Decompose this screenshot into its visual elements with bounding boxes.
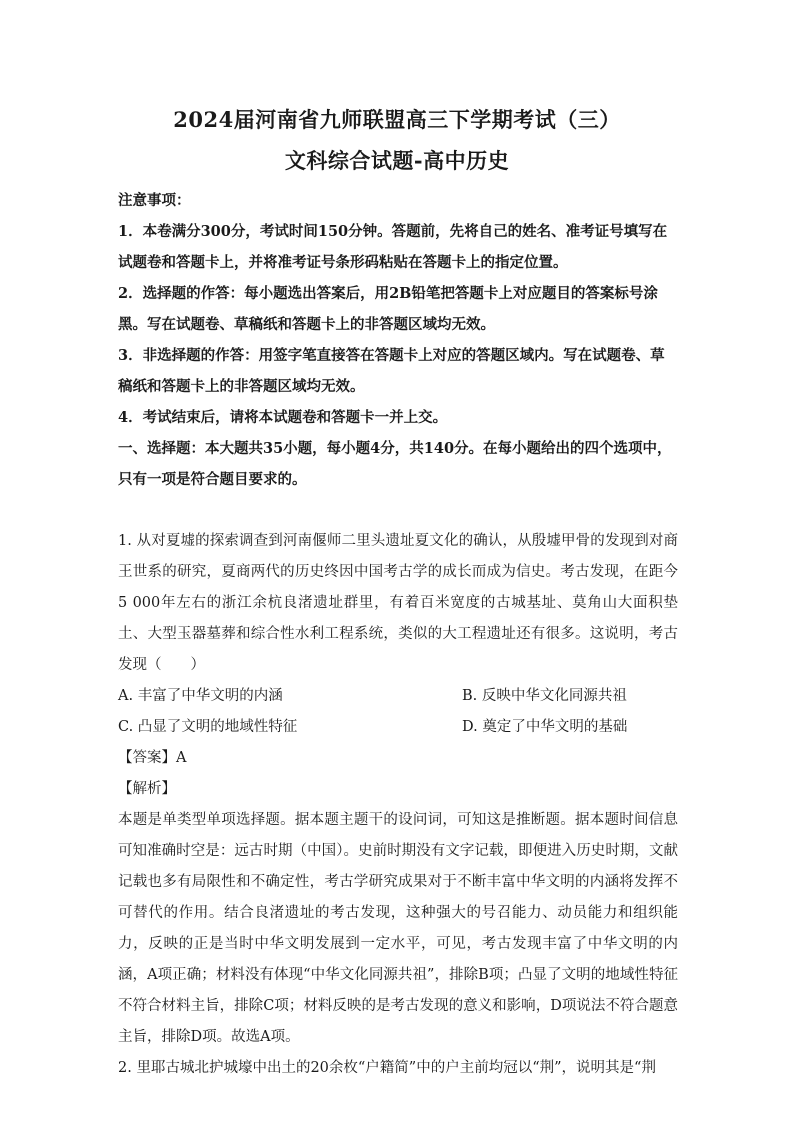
question-section bbox=[118, 526, 678, 1084]
document-title: 2024届河南省九师联盟高三下学期考试（三） bbox=[173, 107, 621, 132]
option-a: A. 丰富了中华文明的内涵 bbox=[118, 688, 283, 704]
option-b: B. 反映中华文化同源共祖 bbox=[462, 688, 627, 704]
question-2-stem: 2. 里耶古城北护城壕中出土的20余枚“户籍简”中的户主前均冠以“荆”，说明其是“荆 bbox=[118, 1060, 656, 1076]
answer-label: 【答案】A bbox=[118, 750, 187, 766]
options-row-1 bbox=[118, 681, 678, 712]
analysis-heading: 【解析】 bbox=[118, 781, 176, 797]
notice-item-3: 3．非选择题的作答：用签字笔直接答在答题卡上对应的答题区域内。写在试题卷、草稿纸和答题卡上的非答题区域均无效。 bbox=[118, 347, 665, 395]
notice-section bbox=[118, 185, 678, 495]
document-subtitle: 文科综合试题-高中历史 bbox=[284, 148, 510, 173]
option-c: C. 凸显了文明的地域性特征 bbox=[118, 719, 298, 735]
section-heading: 一、选择题：本大题共35小题，每小题4分，共140分。在每小题给出的四个选项中，只有一项是符合题目要求的。 bbox=[118, 440, 672, 488]
notice-item-4: 4．考试结束后，请将本试题卷和答题卡一并上交。 bbox=[118, 409, 448, 426]
notice-item-2: 2．选择题的作答：每小题选出答案后，用2B铅笔把答题卡上对应题目的答案标号涂黑。写在试题卷、草稿纸和答题卡上的非答题区域均无效。 bbox=[118, 285, 658, 333]
option-d: D. 奠定了中华文明的基础 bbox=[462, 719, 628, 735]
options-row-2 bbox=[118, 712, 678, 743]
notice-item-1: 1．本卷满分300分，考试时间150分钟。答题前，先将自己的姓名、准考证号填写在试题卷和答题卡上，并将准考证号条形码粘贴在答题卡上的指定位置。 bbox=[118, 223, 668, 271]
notice-heading: 注意事项： bbox=[118, 192, 191, 209]
analysis-text: 本题是单类型单项选择题。据本题主题干的设问词，可知这是推断题。据本题时间信息可知准确时空是：远古时期（中国）。史前时期没有文字记载，即便进入历史时期，文献记载也多有局限性和不确定性，考古学研究成果对于不断丰富中华文明的内涵将发挥不可替代的作用。结合良渚遗址的考古发现，这种强大的号召能力、动员能力和组织能力，反映的正是当时中华文明发展到一定水平，可见，考古发现丰富了中华文明的内涵，A项正确；材料没有体现“中华文化同源共祖”，排除B项；凸显了文明的地域性特征不符合材料主旨，排除C项；材料反映的是考古发现的意义和影响，D项说法不符合题意主旨，排除D项。故选A项。 bbox=[118, 812, 678, 1045]
question-1-stem: 1. 从对夏墟的探索调查到河南偃师二里头遗址夏文化的确认，从殷墟甲骨的发现到对商王世系的研究，夏商两代的历史终因中国考古学的成长而成为信史。考古发现，在距今5 000年左右的浙江余杭良渚遗址群里，有着百米宽度的古城基址、莫角山大面积垫土、大型玉器墓葬和综合性水利工程系统，类似的大工程遗址还有很多。这说明，考古发现（ ） bbox=[118, 533, 678, 673]
